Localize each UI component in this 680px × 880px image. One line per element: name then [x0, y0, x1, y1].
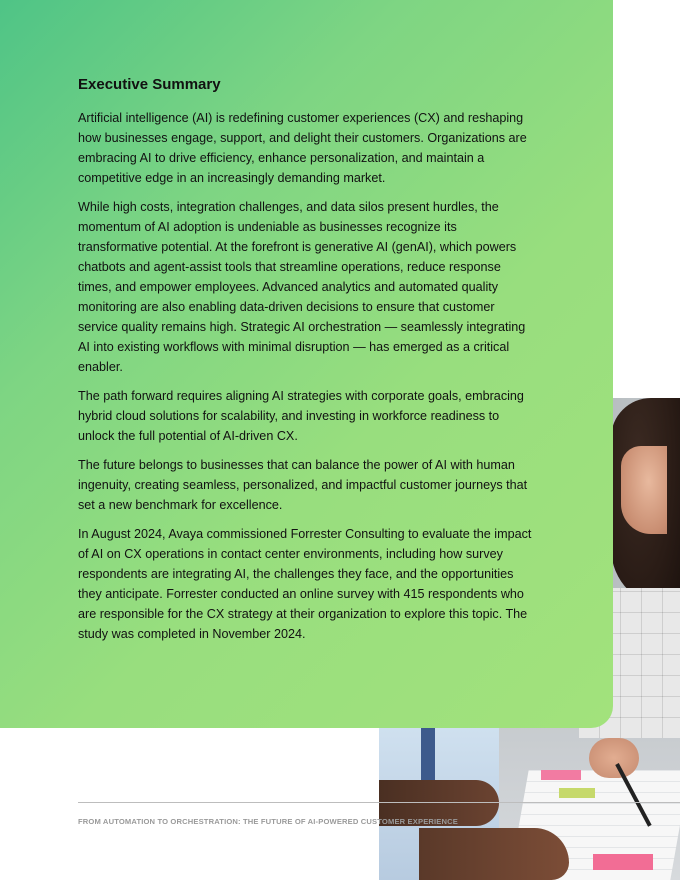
sticky-note-pink	[541, 770, 581, 780]
sticky-note-pink-large	[593, 854, 653, 870]
section-heading: Executive Summary	[78, 76, 221, 93]
footer-running-title: FROM AUTOMATION TO ORCHESTRATION: THE FUTURE OF AI-POWERED CUSTOMER EXPERIENCE	[78, 817, 458, 826]
paragraph-4: The future belongs to businesses that can balance the power of AI with human ingenuity, creating seamless, personalized, and impactful customer journeys that set a new benchmark for excellence.	[78, 458, 528, 512]
paragraph-5: In August 2024, Avaya commissioned Forrester Consulting to evaluate the impact of AI on CX operations in contact center environments, including how survey respondents are integrating AI, the challenges they face, and the opportunities they anticipate. Forrester conducted an online survey with 415 respondents who are responsible for the CX strategy at their organization to explore this topic. The study was completed in November 2024.	[78, 527, 532, 641]
sticky-note-green	[559, 788, 595, 798]
footer-divider	[78, 802, 680, 803]
paragraph-2: While high costs, integration challenges, and data silos present hurdles, the momentum of AI adoption is undeniable as businesses recognize its transformative potential. At the forefront is generative AI (genAI), which powers chatbots and agent-assist tools that streamline operations, reduce response times, and empower employees. Advanced analytics and automated quality monitoring are also enabling data-driven decisions to ensure that customer service quality remains high. Strategic AI orchestration — seamlessly integrating AI into existing workflows with minimal disruption — has emerged as a critical enabler.	[78, 200, 526, 374]
man-hands	[419, 828, 569, 880]
summary-content	[78, 76, 533, 653]
paragraph-1: Artificial intelligence (AI) is redefining customer experiences (CX) and reshaping how businesses engage, support, and delight their customers. Organizations are embracing AI to drive efficiency, enhance personalization, and maintain a competitive edge in an increasingly demanding market.	[78, 111, 527, 185]
paragraph-3: The path forward requires aligning AI strategies with corporate goals, embracing hybrid cloud solutions for scalability, and investing in workforce readiness to unlock the full potential of AI-driven CX.	[78, 389, 524, 443]
woman-face	[621, 446, 667, 534]
woman-hand	[589, 738, 639, 778]
